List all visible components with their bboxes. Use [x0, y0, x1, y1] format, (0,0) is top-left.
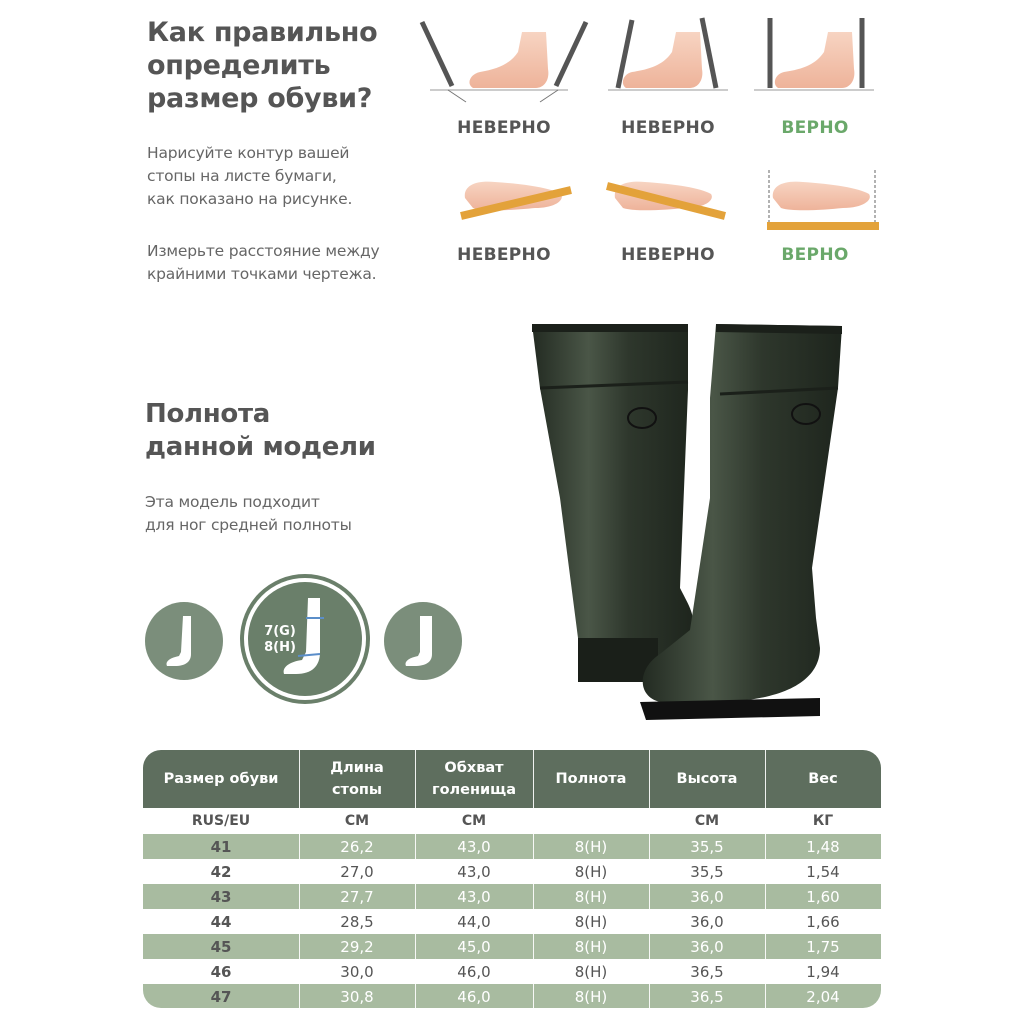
leg-icon [145, 602, 223, 680]
table-cell: 30,8 [340, 987, 374, 1006]
table-cell: 43,0 [457, 862, 491, 881]
table-row [143, 859, 881, 884]
table-cell: 28,5 [340, 912, 374, 931]
table-cell: 35,5 [690, 862, 724, 881]
table-cell: 46,0 [457, 962, 491, 981]
table-cell: 8(H) [574, 962, 608, 981]
title-line: определить [147, 50, 331, 81]
table-cell: 1,94 [806, 962, 840, 981]
verdict-correct: ВЕРНО [781, 245, 849, 265]
fullness-label [258, 624, 302, 656]
text-line: крайними точками чертежа. [147, 265, 377, 283]
table-cell: 8(H) [574, 862, 608, 881]
table-row [143, 984, 881, 1008]
verdict-wrong: НЕВЕРНО [621, 118, 715, 138]
table-row [143, 959, 881, 984]
foot-side-3 [754, 18, 874, 90]
ruler-illustrations [455, 168, 885, 236]
fullness-description [145, 491, 352, 537]
table-cell: 1,75 [806, 937, 840, 956]
units-row [143, 808, 881, 834]
table-cell: 36,5 [690, 987, 724, 1006]
title-line: Полнота [145, 399, 271, 429]
table-cell: 2,04 [806, 987, 840, 1006]
table-row [143, 934, 881, 959]
table-cell: 35,5 [690, 837, 724, 856]
title-line: данной модели [145, 432, 376, 462]
text-line: Нарисуйте контур вашей [147, 144, 350, 162]
boots-image [520, 318, 855, 728]
table-cell: 1,54 [806, 862, 840, 881]
verdict-wrong: НЕВЕРНО [457, 118, 551, 138]
table-row [143, 834, 881, 859]
table-cell: 8(H) [574, 837, 608, 856]
foot-ruler-3 [767, 170, 879, 230]
table-cell: 8(H) [574, 912, 608, 931]
table-cell: 46,0 [457, 987, 491, 1006]
table-cell: 8(H) [574, 887, 608, 906]
column-divider [649, 750, 650, 1008]
table-row [143, 909, 881, 934]
header-weight: Вес [808, 771, 838, 787]
column-divider [299, 750, 300, 1008]
size-cell: 46 [210, 962, 232, 981]
instruction-measure [147, 240, 380, 286]
boot-left [532, 324, 693, 682]
title-line: Как правильно [147, 17, 378, 48]
table-cell: 43,0 [457, 887, 491, 906]
foot-side-2 [608, 18, 728, 90]
table-cell: 36,0 [690, 887, 724, 906]
fullness-value: 8(H) [264, 640, 296, 655]
column-divider [533, 750, 534, 1008]
text-line: стопы на листе бумаги, [147, 167, 337, 185]
title-line: размер обуви? [147, 83, 373, 114]
size-guide-title [147, 16, 377, 115]
size-cell: 43 [210, 887, 232, 906]
foot-side-1 [422, 22, 586, 102]
column-divider [765, 750, 766, 1008]
header-size: Размер обуви [163, 771, 279, 787]
size-cell: 45 [210, 937, 232, 956]
table-cell: 26,2 [340, 837, 374, 856]
table-cell: 1,66 [806, 912, 840, 931]
table-cell: 1,48 [806, 837, 840, 856]
pencil-icon [422, 22, 452, 86]
header-length: Длина стопы [330, 760, 384, 798]
foot-ruler-1 [461, 182, 571, 216]
text-line: Эта модель подходит [145, 493, 320, 511]
table-cell: 36,0 [690, 937, 724, 956]
fullness-wide-option [384, 602, 462, 680]
header-fullness: Полнота [555, 771, 627, 787]
table-cell: 29,2 [340, 937, 374, 956]
text-line: для ног средней полноты [145, 516, 352, 534]
table-cell: 8(H) [574, 987, 608, 1006]
verdict-wrong: НЕВЕРНО [621, 245, 715, 265]
table-row [143, 884, 881, 909]
size-cell: 41 [210, 837, 232, 856]
table-cell: 27,7 [340, 887, 374, 906]
instruction-draw [147, 142, 352, 211]
unit-cell: СМ [461, 812, 487, 829]
fullness-title [145, 398, 376, 464]
table-cell: 30,0 [340, 962, 374, 981]
header-height: Высота [676, 771, 738, 787]
text-line: как показано на рисунке. [147, 190, 353, 208]
table-header [143, 750, 881, 808]
unit-cell [533, 808, 649, 833]
size-cell: 44 [210, 912, 232, 931]
unit-cell: СМ [694, 812, 720, 829]
table-cell: 36,0 [690, 912, 724, 931]
table-cell: 43,0 [457, 837, 491, 856]
verdict-correct: ВЕРНО [781, 118, 849, 138]
column-divider [415, 750, 416, 1008]
verdict-wrong: НЕВЕРНО [457, 245, 551, 265]
unit-cell: КГ [812, 812, 834, 829]
size-cell: 42 [210, 862, 232, 881]
table-cell: 45,0 [457, 937, 491, 956]
size-cell: 47 [210, 987, 232, 1006]
unit-cell: СМ [344, 812, 370, 829]
table-cell: 36,5 [690, 962, 724, 981]
side-view-illustrations [418, 14, 888, 106]
size-table [143, 750, 881, 1008]
fullness-value: 7(G) [264, 624, 296, 639]
table-cell: 8(H) [574, 937, 608, 956]
leg-icon [384, 602, 462, 680]
foot-ruler-2 [607, 182, 725, 216]
text-line: Измерьте расстояние между [147, 242, 380, 260]
table-cell: 44,0 [457, 912, 491, 931]
fullness-selected-option [248, 582, 362, 696]
fullness-narrow-option [145, 602, 223, 680]
unit-cell: RUS/EU [191, 812, 251, 829]
table-cell: 27,0 [340, 862, 374, 881]
table-cell: 1,60 [806, 887, 840, 906]
header-girth: Обхват голенища [432, 760, 516, 798]
